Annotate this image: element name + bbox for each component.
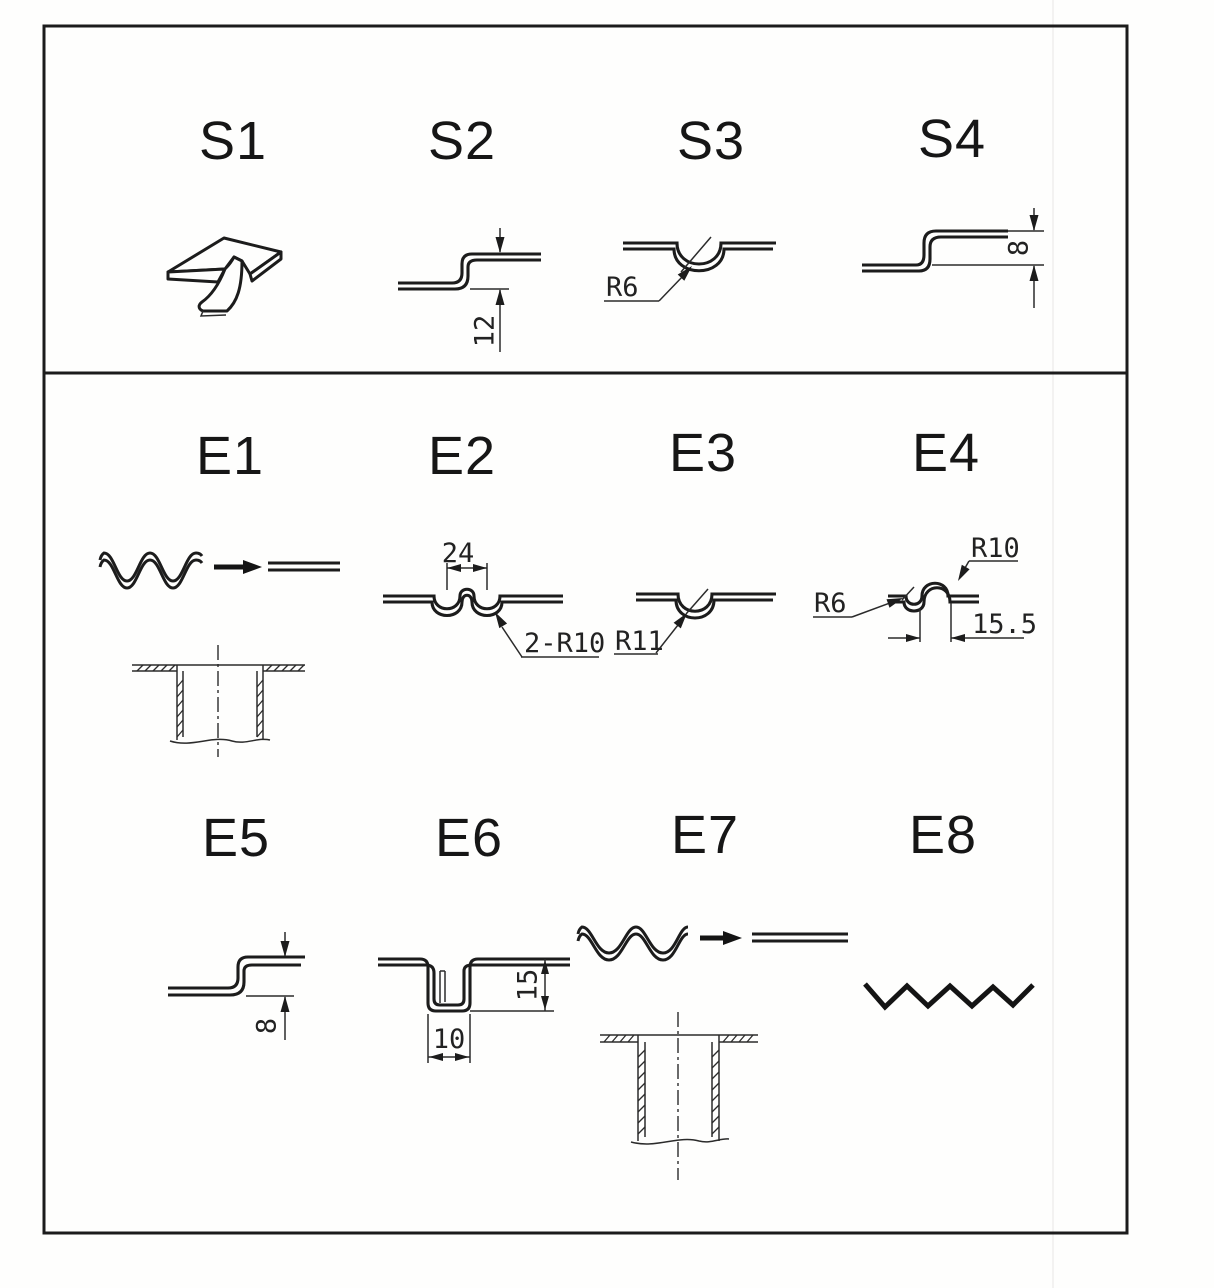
joggle-bottom-surface	[168, 965, 301, 995]
arrowhead-down	[496, 237, 505, 253]
break-line	[170, 739, 270, 743]
cell-s4-drawing	[862, 208, 1044, 308]
leader-line	[659, 275, 684, 301]
arrowhead-up	[281, 996, 290, 1012]
joggle-bottom-surface	[398, 260, 541, 289]
cell-e6-drawing	[378, 959, 570, 1063]
label-e1: E1	[195, 426, 265, 486]
dim-step-height: 8	[251, 1017, 283, 1035]
flanged-hole-section	[132, 645, 305, 757]
dim-step-height: 8	[1003, 239, 1035, 257]
label-s3: S3	[676, 111, 746, 171]
process-arrow-head	[243, 560, 262, 574]
bead-top-surface	[623, 243, 776, 264]
process-arrow-head	[723, 931, 742, 945]
dim-bead-radius: R6	[606, 272, 639, 303]
label-s1: S1	[198, 111, 268, 171]
arrowhead-down	[1030, 215, 1039, 231]
cell-e1-drawing	[100, 553, 340, 757]
cell-e4-drawing	[813, 533, 1037, 642]
tab-plate-edge-left	[168, 269, 225, 282]
leader-line-r6	[852, 603, 890, 617]
flanged-hole-section	[600, 1012, 758, 1180]
radius-tick	[681, 237, 711, 272]
leader-arrowhead	[674, 613, 687, 628]
cell-e2-drawing	[383, 538, 605, 659]
dim-groove-radius: R6	[814, 588, 847, 619]
dim-offset-length: 15.5	[972, 609, 1038, 640]
joggle-top-surface	[168, 957, 305, 988]
bead-top-surface	[636, 594, 776, 611]
arrowhead-up	[496, 289, 505, 305]
cell-s1-drawing	[168, 238, 281, 316]
dim-channel-depth: 15	[512, 968, 544, 1002]
leader-line	[502, 627, 522, 657]
cell-s3-drawing	[604, 237, 776, 303]
leader-arrowhead-r10	[958, 565, 970, 581]
leader-arrowhead	[495, 612, 507, 628]
dim-bead-radius: 2-R10	[524, 628, 606, 659]
label-e3: E3	[668, 423, 738, 483]
cell-e3-drawing	[614, 589, 776, 657]
section-hatching	[137, 665, 304, 737]
dim-bead-spacing: 24	[441, 538, 475, 569]
label-e7: E7	[670, 805, 740, 865]
arrowhead-down	[281, 941, 290, 957]
arrowhead-right	[906, 634, 920, 642]
label-e2: E2	[427, 426, 497, 486]
dim-bead-radius: R10	[971, 533, 1020, 564]
label-e8: E8	[908, 805, 978, 865]
dim-step-height: 12	[469, 314, 501, 348]
cell-e7-drawing	[578, 927, 848, 1180]
cell-e5-drawing	[168, 932, 305, 1040]
radius-tick	[902, 587, 914, 600]
zigzag-profile	[865, 984, 1033, 1007]
label-e4: E4	[911, 423, 981, 483]
label-e6: E6	[434, 808, 504, 868]
break-line	[631, 1139, 729, 1144]
cell-e8-drawing	[865, 984, 1033, 1007]
arrowhead-right	[473, 564, 487, 572]
cell-s2-drawing	[398, 228, 541, 352]
label-s4: S4	[917, 109, 987, 169]
dim-channel-width: 10	[432, 1024, 466, 1055]
label-s2: S2	[427, 111, 497, 171]
arrowhead-left	[951, 634, 965, 642]
label-e5: E5	[201, 808, 271, 868]
dim-bead-radius: R11	[615, 626, 664, 657]
arrowhead-up	[1030, 265, 1039, 281]
